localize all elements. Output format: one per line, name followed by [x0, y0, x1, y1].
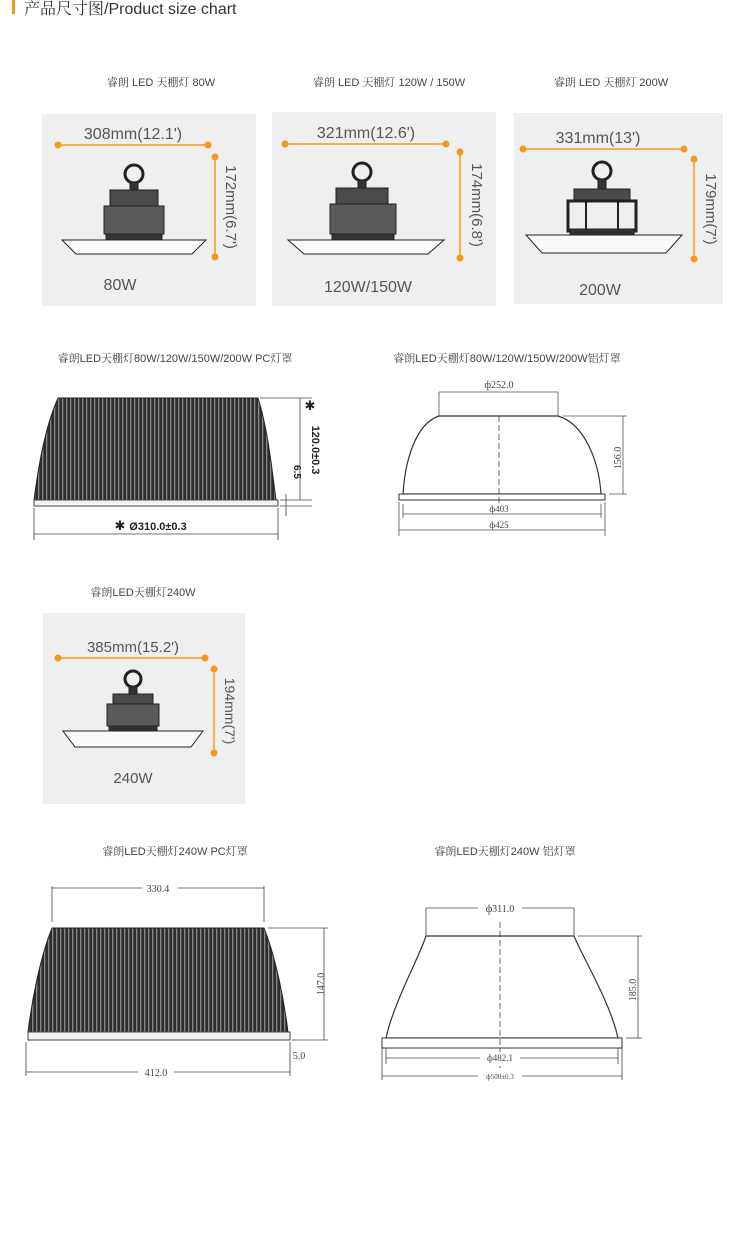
header-accent-bar — [12, 0, 15, 14]
lamp-240w-fixture — [63, 671, 203, 747]
lamp-80w-caption: 睿朗 LED 天棚灯 80W — [106, 77, 216, 89]
lamp-240w-width-dimension — [55, 639, 209, 662]
pc-cover-small-body — [34, 398, 276, 500]
al-cover-large-height-label: 185.0 — [628, 978, 639, 1002]
pc-cover-small-drawing — [30, 390, 330, 540]
lamp-120w-width-label: 321mm(12.6') — [316, 125, 416, 142]
lamp-80w-width-dimension — [55, 126, 212, 149]
lamp-240w-panel — [43, 613, 245, 804]
lamp-120w-height-label: 174mm(6.8') — [468, 163, 485, 247]
pc-cover-large-height-label: 147.0 — [316, 972, 327, 996]
lamp-80w-power-label: 80W — [103, 277, 137, 294]
lamp-200w-fixture — [526, 162, 682, 253]
lamp-120w-drawing — [272, 112, 496, 306]
lamp-200w-panel — [514, 113, 723, 304]
pc-cover-large-top-label: 330.4 — [146, 884, 170, 895]
lamp-80w-drawing — [42, 114, 256, 306]
pc-cover-large-body — [28, 928, 288, 1032]
lamp-120w-panel — [272, 112, 496, 306]
al-cover-small-height-label: 156.0 — [613, 446, 624, 470]
section-header — [0, 0, 750, 20]
pc-cover-small-rim-label: 6.5 — [291, 465, 302, 479]
lamp-120w-width-dimension — [282, 125, 450, 148]
al-cover-small-top-label: ф252.0 — [484, 380, 514, 391]
al-cover-large-inner-label: ф482.1 — [486, 1053, 514, 1063]
al-cover-small-drawing — [395, 372, 645, 542]
pc-cover-small-diameter-label: Ø310.0±0.3 — [129, 521, 187, 533]
lamp-240w-power-label: 240W — [113, 770, 153, 787]
lamp-80w-height-label: 172mm(6.7') — [222, 165, 239, 249]
pc-cover-small-diameter-mark: ✱ — [114, 518, 126, 533]
lamp-200w-height-label: 179mm(7') — [702, 173, 719, 245]
pc-cover-large-drawing — [24, 880, 334, 1080]
lamp-80w-panel — [42, 114, 256, 306]
pc-cover-large-caption: 睿朗LED天棚灯240W PC灯罩 — [102, 846, 248, 858]
lamp-240w-caption: 睿朗LED天棚灯240W — [90, 587, 196, 599]
section-title: 产品尺寸图/Product size chart — [24, 1, 237, 18]
lamp-120w-power-label: 120W/150W — [323, 279, 413, 296]
lamp-240w-height-dimension — [211, 666, 239, 757]
al-cover-small-inner-label: ф403 — [489, 504, 509, 514]
lamp-80w-height-dimension — [212, 154, 240, 261]
pc-cover-small-height-mark: ✱ — [304, 398, 316, 413]
pc-cover-small-height-label: 120.0±0.3 — [309, 425, 321, 475]
pc-cover-small-caption: 睿朗LED天棚灯80W/120W/150W/200W PC灯罩 — [57, 353, 293, 365]
al-cover-small-caption: 睿朗LED天棚灯80W/120W/150W/200W铝灯罩 — [393, 353, 621, 365]
al-cover-small-rim — [399, 494, 605, 500]
al-cover-large-caption: 睿朗LED天棚灯240W 铝灯罩 — [434, 846, 576, 858]
lamp-240w-drawing — [43, 613, 245, 804]
lamp-200w-drawing — [514, 113, 723, 304]
pc-cover-small-rim — [34, 500, 278, 506]
lamp-200w-width-label: 331mm(13') — [555, 130, 641, 147]
lamp-200w-width-dimension — [520, 130, 688, 153]
lamp-200w-caption: 睿朗 LED 天棚灯 200W — [553, 77, 669, 89]
lamp-240w-width-label: 385mm(15.2') — [86, 639, 180, 656]
lamp-120w-fixture — [288, 163, 444, 254]
lamp-120w-caption: 睿朗 LED 天棚灯 120W / 150W — [312, 77, 466, 89]
lamp-200w-height-dimension — [691, 156, 720, 263]
pc-cover-large-bottom-label: 412.0 — [144, 1068, 168, 1079]
pc-cover-large-rim-label: 5.0 — [292, 1051, 306, 1062]
al-cover-large-outer-label: ф500±0.3 — [486, 1073, 514, 1081]
al-cover-large-drawing — [378, 898, 658, 1088]
al-cover-small-outer-label: ф425 — [489, 520, 509, 530]
pc-cover-large-rim — [28, 1032, 290, 1040]
al-cover-small-body — [403, 416, 601, 494]
al-cover-large-top-label: ф311.0 — [485, 904, 515, 915]
lamp-200w-power-label: 200W — [579, 282, 621, 299]
lamp-240w-height-label: 194mm(7') — [222, 677, 238, 745]
al-cover-large-body — [386, 936, 618, 1038]
lamp-80w-fixture — [62, 165, 206, 254]
al-cover-large-rim — [382, 1038, 622, 1048]
lamp-120w-height-dimension — [457, 149, 486, 262]
lamp-80w-width-label: 308mm(12.1') — [83, 126, 183, 143]
